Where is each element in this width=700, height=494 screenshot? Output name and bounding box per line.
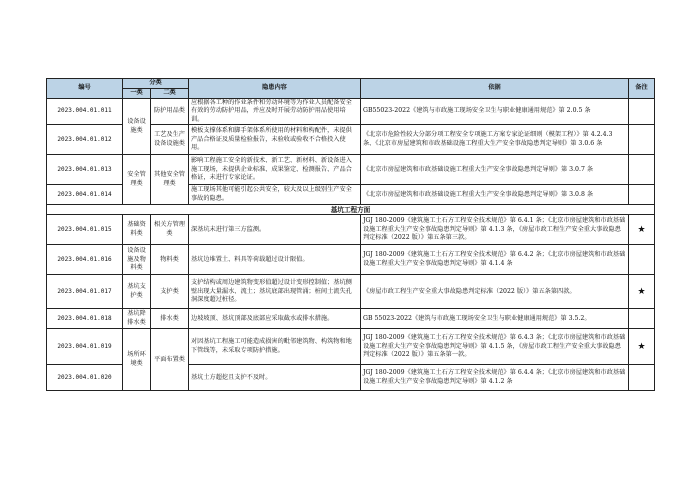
table-row	[47, 99, 655, 125]
table-row	[47, 215, 655, 245]
star-icon: ★	[629, 329, 655, 365]
row-code: 2023.004.01.015	[47, 215, 123, 245]
table-row	[47, 275, 655, 309]
row-basis: JGJ 180-2009《建筑施工土石方工程安全技术规范》第 6.4.3 条；《北京市房屋建筑和市政基础设施工程重大生产安全事故隐患判定导则》第 4.1.5 条，《房屋市政工程生产安全重大事故隐患判定标准（2022 版）》第五条第一款。	[361, 329, 629, 365]
row-cat1: 设备设施类	[123, 99, 151, 155]
row-hazard: 基坑土方超挖且支护不及时。	[189, 365, 361, 391]
hazard-table-sheet	[46, 78, 654, 391]
header-basis: 依据	[361, 79, 629, 99]
row-hazard: 支护结构或周边建筑物变形值超过设计变形控制值；基坑侧壁出现大量漏水、流土；基坑底部出现管涌；桩间土流失孔洞深度超过桩径。	[189, 275, 361, 309]
row-basis: GB55023-2022《建筑与市政施工现场安全卫生与职业健康通用规范》第 2.0.5 条	[361, 99, 629, 125]
row-code: 2023.004.01.013	[47, 155, 123, 185]
row-code: 2023.004.01.018	[47, 309, 123, 329]
row-note	[629, 99, 655, 125]
row-cat2: 支护类	[151, 275, 189, 309]
row-note	[629, 155, 655, 185]
row-note	[629, 245, 655, 275]
header-code: 编号	[47, 79, 123, 99]
header-category: 分类	[123, 79, 189, 89]
row-cat2: 排水类	[151, 309, 189, 329]
header-note: 备注	[629, 79, 655, 99]
header-cat2: 二类	[151, 89, 189, 99]
row-code: 2023.004.01.012	[47, 125, 123, 155]
row-cat2: 相关方管理类	[151, 215, 189, 245]
row-cat1: 设备设施及物料类	[123, 245, 151, 275]
table-row	[47, 329, 655, 365]
row-cat1: 基坑降排水类	[123, 309, 151, 329]
row-hazard: 边坡坡顶、基坑顶部及底部应采取截水或排水措施。	[189, 309, 361, 329]
row-basis: JGJ 180-2009《建筑施工土石方工程安全技术规范》第 6.4.1 条；《北京市房屋建筑和市政基础设施工程重大生产安全事故隐患判定导则》第 4.1.3 条，《房屋市政工程生产安全重大事故隐患判定标准（2022 版）》第五条第三款。	[361, 215, 629, 245]
row-code: 2023.004.01.020	[47, 365, 123, 391]
row-note	[629, 365, 655, 391]
row-basis: GB 55023-2022《建筑与市政施工现场安全卫生与职业健康通用规范》第 3.5.2。	[361, 309, 629, 329]
row-code: 2023.004.01.017	[47, 275, 123, 309]
hazard-table	[46, 78, 655, 391]
row-basis: 《北京市危险性较大分部分项工程安全专项施工方案专家论证细则（模架工程）》第 4.2.4.3 条、《北京市房屋建筑和市政基础设施工程重大生产安全事故隐患判定导则》第 3.0.6 条	[361, 125, 629, 155]
row-cat2: 工艺及生产设备设施类	[151, 125, 189, 155]
table-row	[47, 245, 655, 275]
row-hazard: 模板支撑体系和脚手架体系所使用的材料和构配件，未提供产品合格证及质量检验报告，未验收或验收不合格投入使用。	[189, 125, 361, 155]
row-basis: 《北京市房屋建筑和市政基础设施工程重大生产安全事故隐患判定导则》第 3.0.7 条	[361, 155, 629, 185]
row-basis: JGJ 180-2009《建筑施工土石方工程安全技术规范》第 6.4.4 条；《北京市房屋建筑和市政基础设施工程重大生产安全事故隐患判定导则》第 4.1.2 条	[361, 365, 629, 391]
row-note	[629, 125, 655, 155]
row-cat1: 场所环境类	[123, 329, 151, 391]
row-cat1: 基坑支护类	[123, 275, 151, 309]
row-cat2: 其他安全管理类	[151, 155, 189, 205]
row-code: 2023.004.01.016	[47, 245, 123, 275]
section-row	[47, 205, 655, 215]
star-icon: ★	[629, 275, 655, 309]
table-row	[47, 309, 655, 329]
row-hazard: 应根据各工种的作业条件和劳动环境等为作业人员配备安全有效的劳动防护用品，并应及时开展劳动防护用品使用培训。	[189, 99, 361, 125]
section-title: 基坑工程方面	[47, 205, 655, 215]
row-basis: 《北京市房屋建筑和市政基础设施工程重大生产安全事故隐患判定导则》第 3.0.8 条	[361, 185, 629, 205]
row-hazard: 深基坑未进行第三方监测。	[189, 215, 361, 245]
header-cat1: 一类	[123, 89, 151, 99]
row-note	[629, 185, 655, 205]
row-code: 2023.004.01.011	[47, 99, 123, 125]
star-icon: ★	[629, 215, 655, 245]
row-basis: JGJ 180-2009《建筑施工土石方工程安全技术规范》第 6.4.2 条；《北京市房屋建筑和市政基础设施工程重大生产安全事故隐患判定导则》第 4.1.4 条	[361, 245, 629, 275]
row-cat2: 防护用品类	[151, 99, 189, 125]
row-cat2: 物料类	[151, 245, 189, 275]
row-hazard: 对因基坑工程施工可能造成损害的毗邻建筑物、构筑物和地下管线等，未采取专项防护措施。	[189, 329, 361, 365]
row-cat2: 平面布置类	[151, 329, 189, 391]
row-basis: 《房屋市政工程生产安全重大事故隐患判定标准（2022 版）》第五条第四款。	[361, 275, 629, 309]
row-cat1: 安全管理类	[123, 155, 151, 205]
row-hazard: 影响工程施工安全的新技术、新工艺、新材料、新设备进入施工现场，未提供企业标准、成果鉴定、检测报告、产品合格证，未进行专家论证。	[189, 155, 361, 185]
header-hazard: 隐患内容	[189, 79, 361, 99]
row-hazard: 基坑边堆置土、料具等荷载超过设计限值。	[189, 245, 361, 275]
table-row	[47, 155, 655, 185]
row-cat1: 基础资料类	[123, 215, 151, 245]
row-hazard: 施工现场其他可能引起公共安全，较大及以上级别生产安全事故的隐患。	[189, 185, 361, 205]
row-note	[629, 309, 655, 329]
row-code: 2023.004.01.019	[47, 329, 123, 365]
row-code: 2023.004.01.014	[47, 185, 123, 205]
